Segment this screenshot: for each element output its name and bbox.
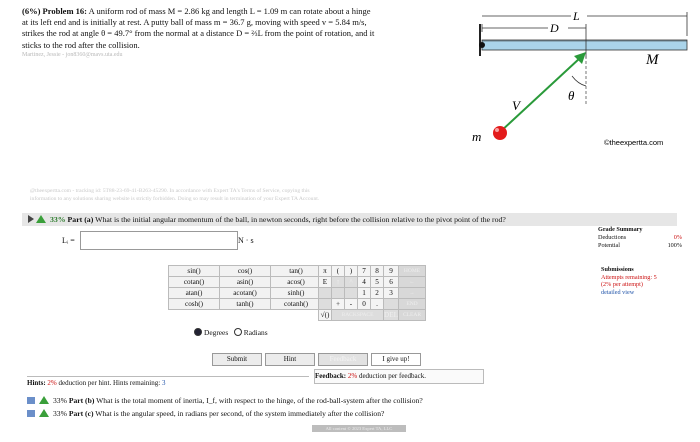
putty-ball [493,126,507,140]
expand-icon [27,410,35,417]
problem-line-3: strikes the rod at angle θ = 49.7° from the normal at a distance D = ⅔L from the point of rotation, and it [22,28,375,39]
fn-button[interactable]: cotan() [169,277,220,288]
expand-icon [27,397,35,404]
part-c-row[interactable] [27,409,384,418]
submissions-title: Submissions [601,266,634,273]
label-D: D [550,21,559,35]
hints-pct: 2% [47,379,57,387]
key-blank[interactable] [319,288,332,299]
key-clear[interactable]: CLEAR [398,310,425,321]
radians-label: Radians [243,328,268,337]
problem-figure [470,6,692,178]
rod [482,40,687,50]
key-end[interactable]: END [398,299,425,310]
part-b-row[interactable] [27,396,423,405]
feedback-label: Feedback: [315,372,347,380]
hints-label: Hints: [27,379,46,387]
answer-input[interactable] [80,231,238,250]
key-left-arrow[interactable]: ← [398,277,425,288]
key-7[interactable]: 7 [358,266,371,277]
answer-unit: N · s [238,236,254,245]
key-minus[interactable]: - [345,299,358,310]
angle-mode [194,328,268,337]
key-plus[interactable]: + [332,299,345,310]
part-a-label: Part (a) [67,215,94,224]
key-close-paren[interactable]: ) [345,266,358,277]
key-8[interactable]: 8 [371,266,384,277]
copyright-footer: All content © 2023 Expert TA, LLC [312,425,406,432]
deductions-value: 0% [673,234,682,241]
fn-button[interactable]: cos() [220,266,271,277]
watermark-line-1: @theexpertta.com - tracking id: 5T88-23-69-41-B263-45290. In accordance with Expert TA's Terms of Service, copying this [30,188,310,194]
problem-title: (6%) Problem 16: [22,6,87,16]
fn-button[interactable]: cotanh() [271,299,322,310]
part-a-percent: 33% [50,215,66,224]
key-caret[interactable]: ^ [345,277,358,288]
key-3[interactable]: 3 [384,288,399,299]
key-e[interactable]: E [319,277,332,288]
part-b-label: Part (b) [68,396,95,405]
part-a-header[interactable] [22,213,677,226]
fn-button[interactable]: tanh() [220,299,271,310]
key-5[interactable]: 5 [371,277,384,288]
part-c-percent: 33% [53,409,67,418]
fn-button[interactable]: tan() [271,266,322,277]
key-2[interactable]: 2 [371,288,384,299]
hints-bar [27,376,309,390]
feedback-button[interactable]: Feedback [318,353,368,366]
label-L: L [573,9,580,23]
fn-button[interactable]: acotan() [220,288,271,299]
problem-line-4: sticks to the rod after the collision. [22,39,140,50]
hinge-pivot [479,42,485,48]
key-dot[interactable]: . [371,299,384,310]
key-4[interactable]: 4 [358,277,371,288]
key-home[interactable]: HOME [398,266,425,277]
part-b-percent: 33% [53,396,67,405]
label-v: V [512,98,520,113]
attempts-remaining: Attempts remaining: 5 [601,273,657,281]
radians-radio[interactable] [234,328,268,337]
key-del[interactable]: DEL [384,311,398,319]
deductions-label: Deductions [598,234,627,241]
fn-button[interactable]: sin() [169,266,220,277]
collapse-triangle-icon[interactable] [28,215,34,223]
key-pi[interactable]: π [319,266,332,277]
grade-summary-title: Grade Summary [598,226,643,233]
warning-icon [39,396,49,404]
key-right-arrow[interactable]: → [398,288,425,299]
give-up-button[interactable]: I give up! [371,353,421,366]
key-blank[interactable] [319,299,332,310]
fn-button[interactable]: asin() [220,277,271,288]
keypad [318,265,426,321]
potential-label: Potential [598,242,620,249]
submissions-panel [601,266,683,296]
fn-button[interactable]: atan() [169,288,220,299]
problem-statement [22,6,462,59]
detailed-view-link[interactable]: detailed view [601,288,635,296]
hints-text: deduction per hint. Hints remaining: [58,379,161,387]
key-sqrt[interactable]: √() [319,310,332,321]
label-m: m [472,129,482,144]
hint-button[interactable]: Hint [265,353,315,366]
fn-button[interactable]: sinh() [271,288,322,299]
problem-line-1: A uniform rod of mass M = 2.86 kg and length L = 1.09 m can rotate about a hinge [88,6,371,16]
submit-button[interactable]: Submit [212,353,262,366]
answer-variable: Lᵢ = [62,236,75,245]
potential-value: 100% [667,242,682,249]
warning-icon [36,215,46,223]
feedback-bar [314,369,484,384]
function-table [168,265,322,310]
key-1[interactable]: 1 [358,288,371,299]
feedback-pct: 2% [347,372,358,380]
part-a-question: What is the initial angular momentum of the ball, in newton seconds, right before the collision relative to the pivot point of the rod? [95,215,506,224]
figure-credit: ©theexpertta.com [604,138,664,147]
radio-empty-icon [234,328,242,336]
warning-icon [39,409,49,417]
hints-remaining: 3 [161,379,166,387]
degrees-radio[interactable] [194,328,228,337]
fn-button[interactable]: acos() [271,277,322,288]
grade-summary [598,226,682,250]
watermark-line-2: information to any solutions sharing website is strictly forbidden. Doing so may result in termination of your Expert TA Account. [30,196,320,202]
part-b-question: What is the total moment of inertia, I_f, with respect to the hinge, of the rod-ball-system after the collision? [96,396,423,405]
label-theta: θ [568,88,575,103]
key-0[interactable]: 0 [358,299,371,310]
key-9[interactable]: 9 [384,266,399,277]
degrees-label: Degrees [204,328,229,337]
key-backspace[interactable]: BACKSPACE [332,310,384,321]
per-attempt: (2% per attempt) [601,281,643,288]
key-open-paren[interactable]: ( [332,266,345,277]
author-line: Martinez, Jessie - jon8360@mavs.uta.edu [22,51,123,58]
tracking-watermark [30,187,450,203]
key-up[interactable]: ↑ [332,277,345,288]
key-blank[interactable] [345,288,358,299]
radio-selected-icon [194,328,202,336]
part-c-label: Part (c) [68,409,94,418]
part-c-question: What is the angular speed, in radians per second, of the system immediately after the collision? [95,409,385,418]
key-blank[interactable] [332,288,345,299]
feedback-text: deduction per feedback. [358,372,427,380]
key-6[interactable]: 6 [384,277,399,288]
label-M: M [646,52,659,68]
problem-line-2: at its left end and is initially at rest. A putty ball of mass m = 36.7 g, moving with speed v = 5.84 m/s, [22,17,367,28]
fn-button[interactable]: cosh() [169,299,220,310]
key-blank[interactable] [384,299,399,310]
